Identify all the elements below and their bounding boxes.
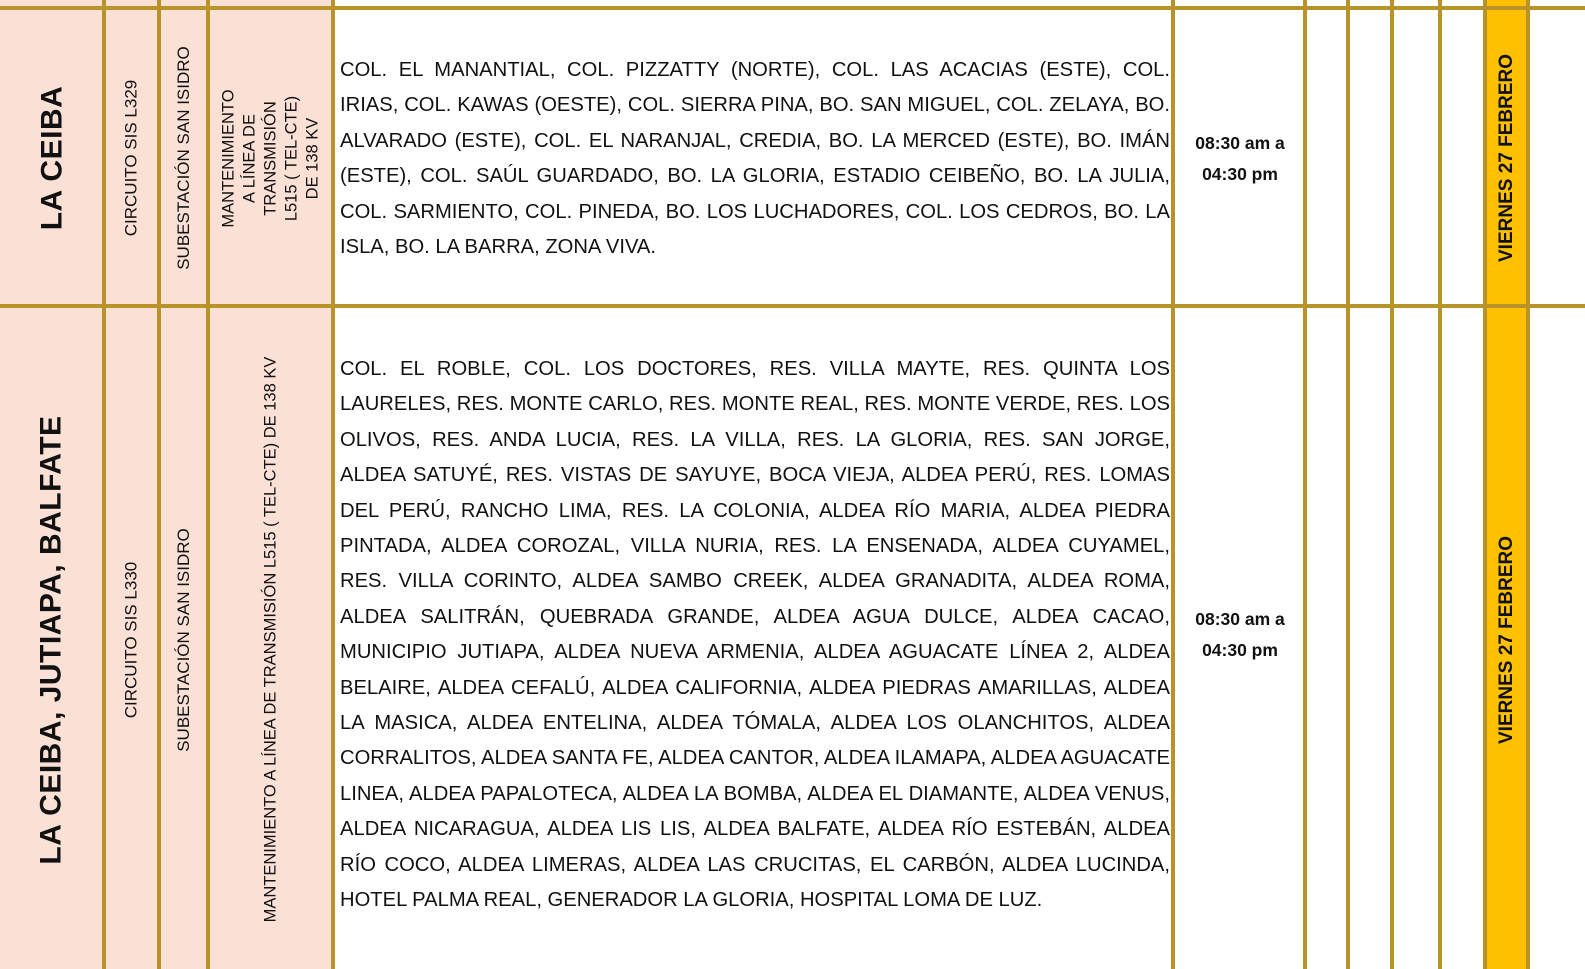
row2-region-cell [0, 310, 104, 969]
row1-region: LA CEIBA [35, 85, 68, 231]
row2-schedule [1178, 604, 1302, 666]
row2-substation-cell [159, 310, 208, 969]
row2-region: LA CEIBA, JUTIAPA, BALFATE [35, 414, 68, 865]
row1-substation-cell [159, 10, 208, 306]
row1-circuit: CIRCUITO SIS L329 [121, 79, 141, 237]
grid-line-v1 [102, 0, 106, 969]
row2-maintenance: MANTENIMIENTO A LÍNEA DE TRANSMISIÓN L515 ( TEL-CTE) DE 138 KV [261, 356, 280, 923]
row2-substation: SUBESTACIÓN SAN ISIDRO [173, 527, 193, 752]
row1-substation: SUBESTACIÓN SAN ISIDRO [173, 46, 193, 270]
row1-affected-areas: COL. EL MANANTIAL, COL. PIZZATTY (NORTE), COL. LAS ACACIAS (ESTE), COL. IRIAS, COL. KAWAS (OESTE), COL. SIERRA PINA, BO. SAN MIGUEL, COL. ZELAYA, BO. ALVARADO (ESTE), COL. EL NARANJAL, CREDIA, BO. LA MERCED (ESTE), BO. IMÁN (ESTE), COL. SAÚL GUARDADO, BO. LA GLORIA, ESTADIO CEIBEÑO, BO. LA JULIA, COL. SARMIENTO, COL. PINEDA, BO. LOS LUCHADORES, COL. LOS CEDROS, BO. LA ISLA, BO. LA BARRA, ZONA VIVA. [340, 59, 1170, 259]
grid-line-v3 [206, 0, 210, 969]
row1-time-start: 08:30 am a [1195, 133, 1285, 153]
row2-time-end: 04:30 pm [1202, 640, 1278, 660]
grid-line-v2 [157, 0, 161, 969]
row2-day: VIERNES 27 FEBRERO [1496, 535, 1517, 744]
row1-day-cell [1486, 10, 1528, 306]
row2-affected-areas: COL. EL ROBLE, COL. LOS DOCTORES, RES. VILLA MAYTE, RES. QUINTA LOS LAURELES, RES. MONTE CARLO, RES. MONTE REAL, RES. MONTE VERDE, RES. LOS OLIVOS, RES. ANDA LUCIA, RES. LA VILLA, RES. LA GLORIA, RES. SAN JORGE, ALDEA SATUYÉ, RES. VISTAS DE SAYUYE, BOCA VIEJA, ALDEA PERÚ, RES. LOMAS DEL PERÚ, RANCHO LIMA, RES. LA COLONIA, ALDEA RÍO MARIA, ALDEA PIEDRA PINTADA, ALDEA COROZAL, VILLA NURIA, RES. LA ENSENADA, ALDEA CUYAMEL, RES. VILLA CORINTO, ALDEA SAMBO CREEK, ALDEA GRANADITA, ALDEA ROMA, ALDEA SALITRÁN, QUEBRADA GRANDE, ALDEA AGUA DULCE, ALDEA CACAO, MUNICIPIO JUTIAPA, ALDEA NUEVA ARMENIA, ALDEA AGUACATE LÍNEA 2, ALDEA BELAIRE, ALDEA CEFALÚ, ALDEA CALIFORNIA, ALDEA PIEDRAS AMARILLAS, ALDEA LA MASICA, ALDEA ENTELINA, ALDEA TÓMALA, ALDEA LOS OLANCHITOS, ALDEA CORRALITOS, ALDEA SANTA FE, ALDEA CANTOR, ALDEA ILAMAPA, ALDEA AGUACATE LINEA, ALDEA PAPALOTECA, ALDEA LA BOMBA, ALDEA EL DIAMANTE, ALDEA VENUS, ALDEA NICARAGUA, ALDEA LIS LIS, ALDEA BALFATE, ALDEA RÍO ESTEBÁN, ALDEA RÍO COCO, ALDEA LIMERAS, ALDEA LAS CRUCITAS, EL CARBÓN, ALDEA LUCINDA, HOTEL PALMA REAL, GENERADOR LA GLORIA, HOSPITAL LOMA DE LUZ. [340, 358, 1170, 912]
grid-line-v10 [1483, 0, 1487, 969]
grid-line-v7 [1346, 0, 1350, 969]
grid-line-v11 [1526, 0, 1530, 969]
grid-line-v9 [1438, 0, 1442, 969]
grid-line-v6 [1303, 0, 1307, 969]
grid-line-v5 [1171, 0, 1175, 969]
row2-day-cell [1486, 310, 1528, 969]
row2-circuit-cell [104, 310, 159, 969]
row1-maintenance-cell [208, 10, 334, 306]
grid-line-v4 [331, 0, 335, 969]
row1-maintenance: MANTENIMIENTO A LÍNEA DE TRANSMISIÓN L515 ( TEL-CTE) DE 138 KV [219, 88, 322, 228]
row1-region-cell [0, 10, 104, 306]
row1-schedule [1178, 128, 1302, 190]
row2-maintenance-cell [208, 310, 334, 969]
row1-time-end: 04:30 pm [1202, 164, 1278, 184]
row1-day: VIERNES 27 FEBRERO [1496, 54, 1517, 262]
row2-circuit: CIRCUITO SIS L330 [121, 561, 141, 718]
row2-time-start: 08:30 am a [1195, 609, 1285, 629]
row1-circuit-cell [104, 10, 159, 306]
grid-line-v8 [1390, 0, 1394, 969]
